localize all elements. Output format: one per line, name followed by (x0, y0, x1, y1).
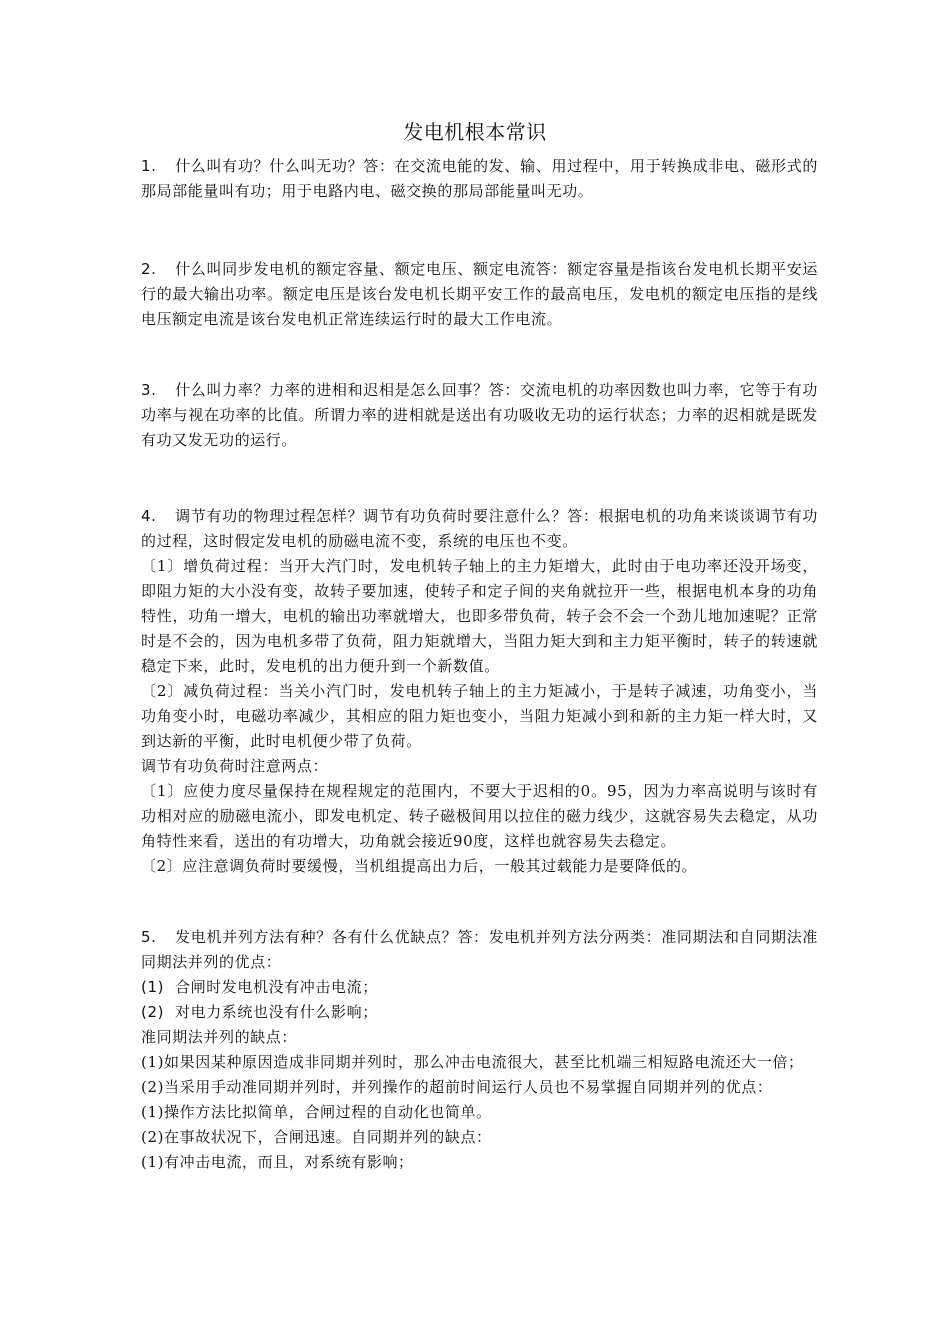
question-5-para-8: (1)有冲击电流，而且，对系统有影响； (141, 1153, 414, 1171)
question-2-text: 2. 什么叫同步发电机的额定容量、额定电压、额定电流答：额定容量是指该台发电机长期平安运行的最大输出功率。额定电压是该台发电机长期平安工作的最高电压，发电机的额定电压指的是线电压额定电流是该台发电机正常连续运行时的最大工作电流。 (141, 257, 818, 332)
question-5-item-2: (2) 对电力系统也没有什么影响； (141, 1003, 378, 1021)
question-1 (141, 154, 818, 204)
question-4-para-4: 〔1〕应使力度尽量保持在规程规定的范围内，不要大于迟相的0。95，因为力率高说明与该时有功相对应的励磁电流小，即发电机定、转子磁极间用以拉住的磁力线少，这就容易失去稳定，从功角特性来看，送出的有功增大，功角就会接近90度，这样也就容易失去稳定。 (141, 782, 818, 850)
question-1-text: 1. 什么叫有功？什么叫无功？答：在交流电能的发、输、用过程中，用于转换成非电、磁形式的那局部能量叫有功；用于电路内电、磁交换的那局部能量叫无功。 (141, 154, 818, 204)
question-4-para-5: 〔2〕应注意调负荷时要缓慢，当机组提高出力后，一般其过载能力是要降低的。 (141, 857, 698, 875)
question-3-text: 3. 什么叫力率？力率的进相和迟相是怎么回事？答：交流电机的功率因数也叫力率，它等于有功功率与视在功率的比值。所谓力率的进相就是送出有功吸收无功的运行状态；力率的迟相就是既发有功又发无功的运行。 (141, 378, 818, 453)
question-5-text: 5. 发电机并列方法有种？各有什么优缺点？答：发电机并列方法分两类：准同期法和自同期法准同期法并列的优点： (141, 925, 818, 975)
question-4-para-2: 〔2〕减负荷过程：当关小汽门时，发电机转子轴上的主力矩减小，于是转子减速，功角变小，当功角变小时，电磁功率减少，其相应的阻力矩也变小，当阻力矩减小到和新的主力矩一样大时，又到达新的平衡，此时电机便少带了负荷。 (141, 682, 818, 750)
question-5 (141, 925, 818, 1175)
question-1-number: 1. (141, 157, 157, 175)
question-3 (141, 378, 818, 453)
question-5-para-3: 准同期法并列的缺点： (141, 1028, 298, 1046)
question-3-number: 3. (141, 381, 157, 399)
question-4-para-3: 调节有功负荷时注意两点： (141, 757, 329, 775)
question-5-para-6: (1)操作方法比拟简单，合闸过程的自动化也简单。 (141, 1103, 492, 1121)
question-2 (141, 257, 818, 332)
question-5-para-5: (2)当采用手动准同期并列时，并列操作的超前时间运行人员也不易掌握自同期并列的优点： (141, 1078, 773, 1096)
question-4 (141, 504, 818, 879)
question-4-text: 4. 调节有功的物理过程怎样？调节有功负荷时要注意什么？答：根据电机的功角来谈谈调节有功的过程，这时假定发电机的励磁电流不变，系统的电压也不变。 (141, 504, 818, 554)
question-5-number: 5. (141, 928, 157, 946)
question-4-para-1: 〔1〕增负荷过程：当开大汽门时，发电机转子轴上的主力矩增大，此时由于电功率还没开场变，即阻力矩的大小没有变，故转子要加速，使转子和定子间的夹角就拉开一些，根据电机本身的功角特性，功角一增大，电机的输出功率就增大，也即多带负荷，转子会不会一个劲儿地加速呢？正常时是不会的，因为电机多带了负荷，阻力矩就增大，当阻力矩大到和主力矩平衡时，转子的转速就稳定下来，此时，发电机的出力便升到一个新数值。 (141, 557, 818, 675)
question-5-para-7: (2)在事故状况下，合闸迅速。自同期并列的缺点： (141, 1128, 492, 1146)
question-4-number: 4. (141, 507, 157, 525)
question-5-item-1: (1) 合闸时发电机没有冲击电流； (141, 978, 378, 996)
page-title: 发电机根本常识 (403, 120, 547, 144)
question-2-number: 2. (141, 260, 157, 278)
question-5-para-4: (1)如果因某种原因造成非同期并列时，那么冲击电流很大，甚至比机端三相短路电流还大一倍； (141, 1053, 804, 1071)
